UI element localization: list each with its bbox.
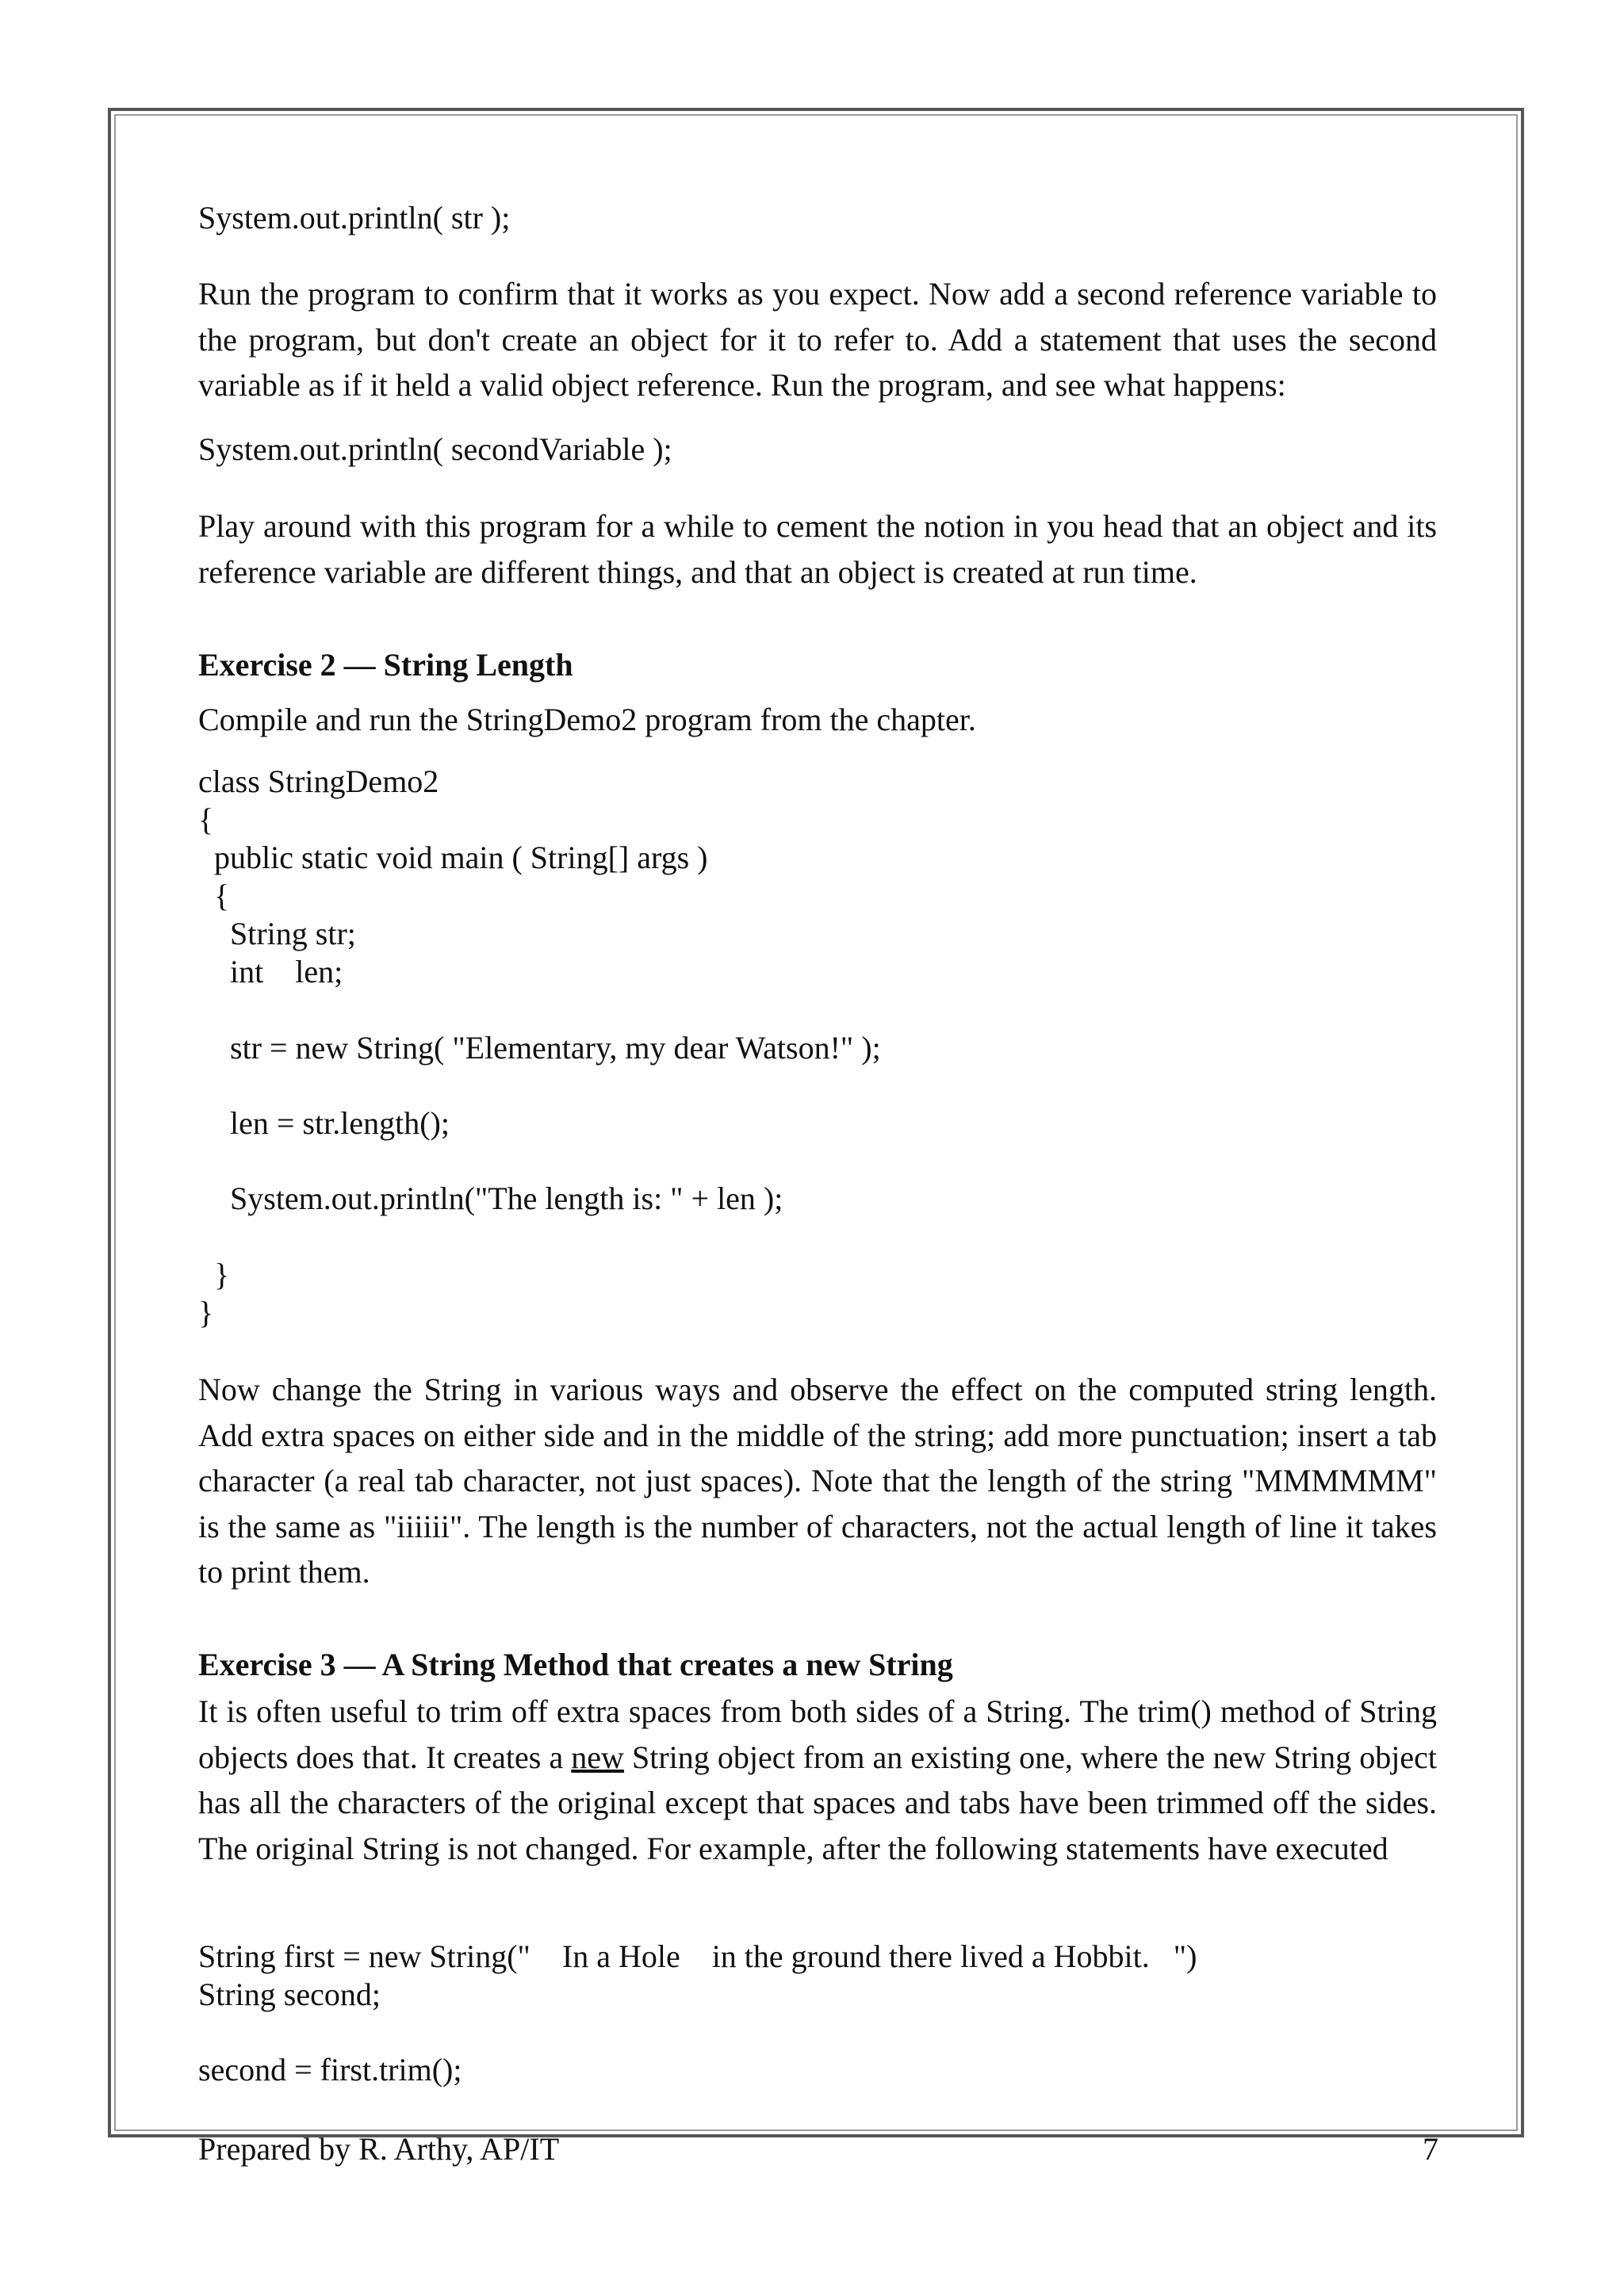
footer-prepared-by: Prepared by R. Arthy, AP/IT	[198, 2131, 560, 2167]
code-line-trim: second = first.trim();	[198, 2052, 462, 2087]
code-line-assign-str: str = new String( "Elementary, my dear Watson!" );	[198, 1030, 881, 1066]
trim-paragraph-part-2: String object from an existing one, where the new String object has all the characters of the original except that spaces and tabs have been trimmed off the sides. The original String is not changed. For example, after the following statements have executed	[198, 1739, 1437, 1866]
change-string-paragraph: Now change the String in various ways and observe the effect on the computed string length. Add extra spaces on either side and in the middle of the string; add more punctuation; insert a tab character (a real tab character, not just spaces). Note that the length of the string "MMMMMM" is the same as "iiiiii". The length is the number of characters, not the actual length of line it takes to print them.	[198, 1372, 1437, 1590]
exercise-2-heading: Exercise 2 — String Length	[198, 647, 573, 683]
footer-page-number: 7	[1423, 2131, 1438, 2167]
code-line-close-main: }	[198, 1257, 230, 1292]
code-line-open-brace: {	[198, 802, 214, 837]
code-line-class: class StringDemo2	[198, 763, 439, 799]
exercise-2-intro: Compile and run the StringDemo2 program from the chapter.	[198, 702, 976, 737]
code-line-string-str: String str;	[198, 916, 356, 951]
code-line-main: public static void main ( String[] args )	[198, 840, 708, 875]
exercise-3-heading: Exercise 3 — A String Method that creates a new String	[198, 1647, 953, 1682]
code-line-main-brace: {	[198, 878, 230, 913]
play-around-paragraph: Play around with this program for a while to cement the notion in you head that an object and its reference variable are different things, and that an object is created at run time.	[198, 508, 1437, 590]
trim-paragraph-part-1: It is often useful to trim off extra spaces from both sides of a String. The trim() method of String objects does that. It creates a	[198, 1693, 1437, 1775]
code-line-assign-len: len = str.length();	[198, 1105, 450, 1141]
underlined-new: new	[571, 1739, 624, 1775]
run-program-paragraph: Run the program to confirm that it works as you expect. Now add a second reference variable to the program, but don't create an object for it to refer to. Add a statement that uses the second variable as if it held a valid object reference. Run the program, and see what happens:	[198, 276, 1437, 403]
code-print-second-variable: System.out.println( secondVariable );	[198, 431, 672, 467]
trim-paragraph	[198, 1689, 1437, 1871]
code-line-first: String first = new String(" In a Hole in the ground there lived a Hobbit. ")	[198, 1938, 1197, 1974]
code-line-println: System.out.println("The length is: " + len );	[198, 1181, 783, 1216]
code-line-second-decl: String second;	[198, 1976, 381, 2012]
code-line-close-class: }	[198, 1295, 214, 1330]
code-line-int-len: int len;	[198, 954, 343, 989]
code-print-str: System.out.println( str );	[198, 200, 511, 235]
